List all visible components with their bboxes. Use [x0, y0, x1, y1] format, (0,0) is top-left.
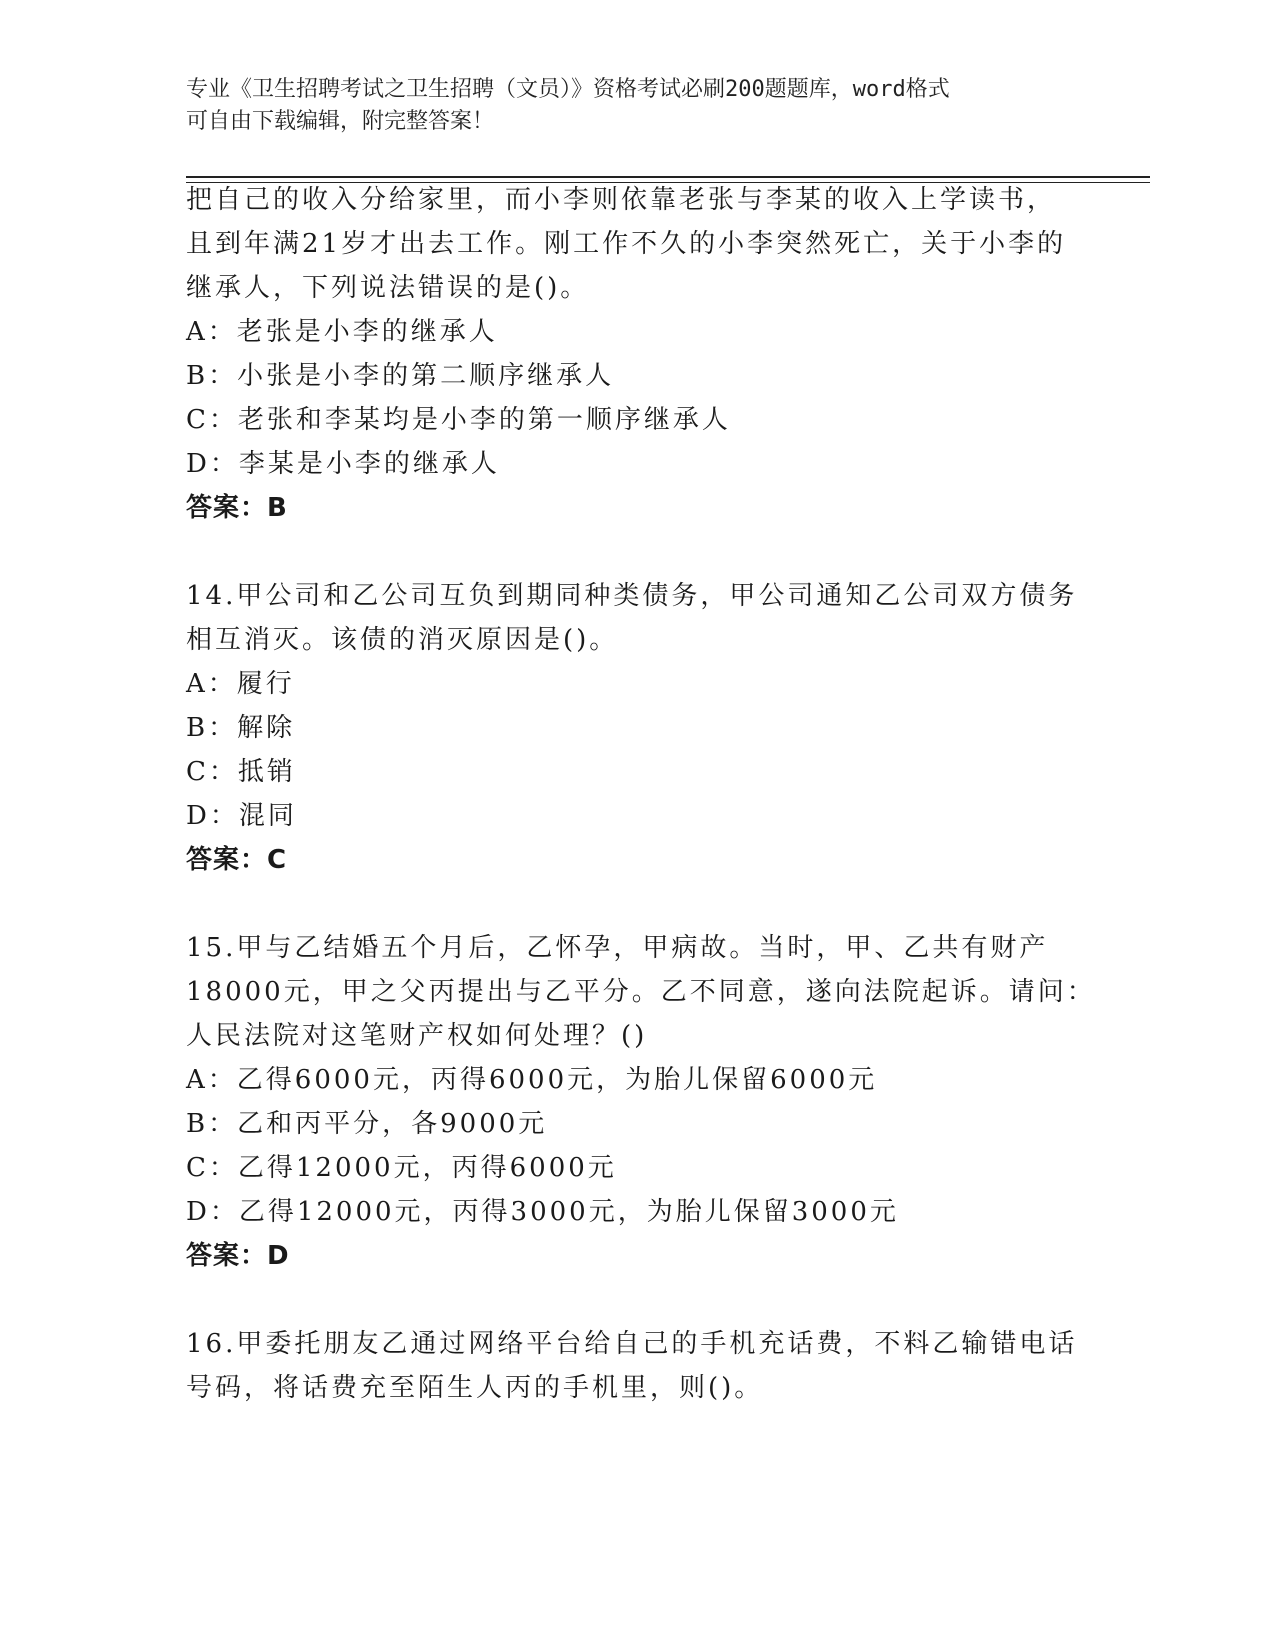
- document-header: [186, 74, 1066, 138]
- q16-stem-line-2: 号码，将话费充至陌生人丙的手机里，则()。: [186, 1373, 764, 1403]
- q13-stem-line-3: 继承人，下列说法错误的是()。: [186, 273, 590, 303]
- q14-stem-line-2: 相互消灭。该债的消灭原因是()。: [186, 625, 619, 655]
- q15-option-b: B：乙和丙平分，各9000元: [186, 1109, 548, 1139]
- header-title-line-2: 可自由下载编辑，附完整答案！: [186, 109, 495, 134]
- q13-option-b: B：小张是小李的第二顺序继承人: [186, 361, 615, 391]
- q13-answer: 答案：B: [186, 493, 288, 523]
- header-title-line-1: 专业《卫生招聘考试之卫生招聘（文员）》资格考试必刷200题题库，word格式: [186, 77, 950, 102]
- q15-option-a: A：乙得6000元，丙得6000元，为胎儿保留6000元: [186, 1065, 878, 1095]
- q14-option-b: B：解除: [186, 713, 296, 743]
- q13-option-a: A：老张是小李的继承人: [186, 317, 498, 347]
- q15-stem-line-1: 15.甲与乙结婚五个月后，乙怀孕，甲病故。当时，甲、乙共有财产: [186, 933, 1049, 963]
- q13-option-d: D：李某是小李的继承人: [186, 449, 500, 479]
- q15-stem-line-2: 18000元，甲之父丙提出与乙平分。乙不同意，遂向法院起诉。请问：: [186, 977, 1096, 1007]
- q15-answer: 答案：D: [186, 1241, 290, 1271]
- q14-option-d: D：混同: [186, 801, 297, 831]
- q13-option-c: C：老张和李某均是小李的第一顺序继承人: [186, 405, 731, 435]
- q15-option-d: D：乙得12000元，丙得3000元，为胎儿保留3000元: [186, 1197, 899, 1227]
- q14-stem-line-1: 14.甲公司和乙公司互负到期同种类债务，甲公司通知乙公司双方债务: [186, 581, 1078, 611]
- q14-option-c: C：抵销: [186, 757, 296, 787]
- header-divider-thick: [186, 176, 1150, 178]
- q14-option-a: A：履行: [186, 669, 295, 699]
- q14-answer: 答案：C: [186, 845, 288, 875]
- q15-stem-line-3: 人民法院对这笔财产权如何处理？(): [186, 1021, 648, 1051]
- q16-stem-line-1: 16.甲委托朋友乙通过网络平台给自己的手机充话费，不料乙输错电话: [186, 1329, 1078, 1359]
- q13-stem-line-2: 且到年满21岁才出去工作。刚工作不久的小李突然死亡，关于小李的: [186, 229, 1067, 259]
- q13-stem-line-1: 把自己的收入分给家里，而小李则依靠老张与李某的收入上学读书，: [186, 185, 1057, 215]
- q15-option-c: C：乙得12000元，丙得6000元: [186, 1153, 617, 1183]
